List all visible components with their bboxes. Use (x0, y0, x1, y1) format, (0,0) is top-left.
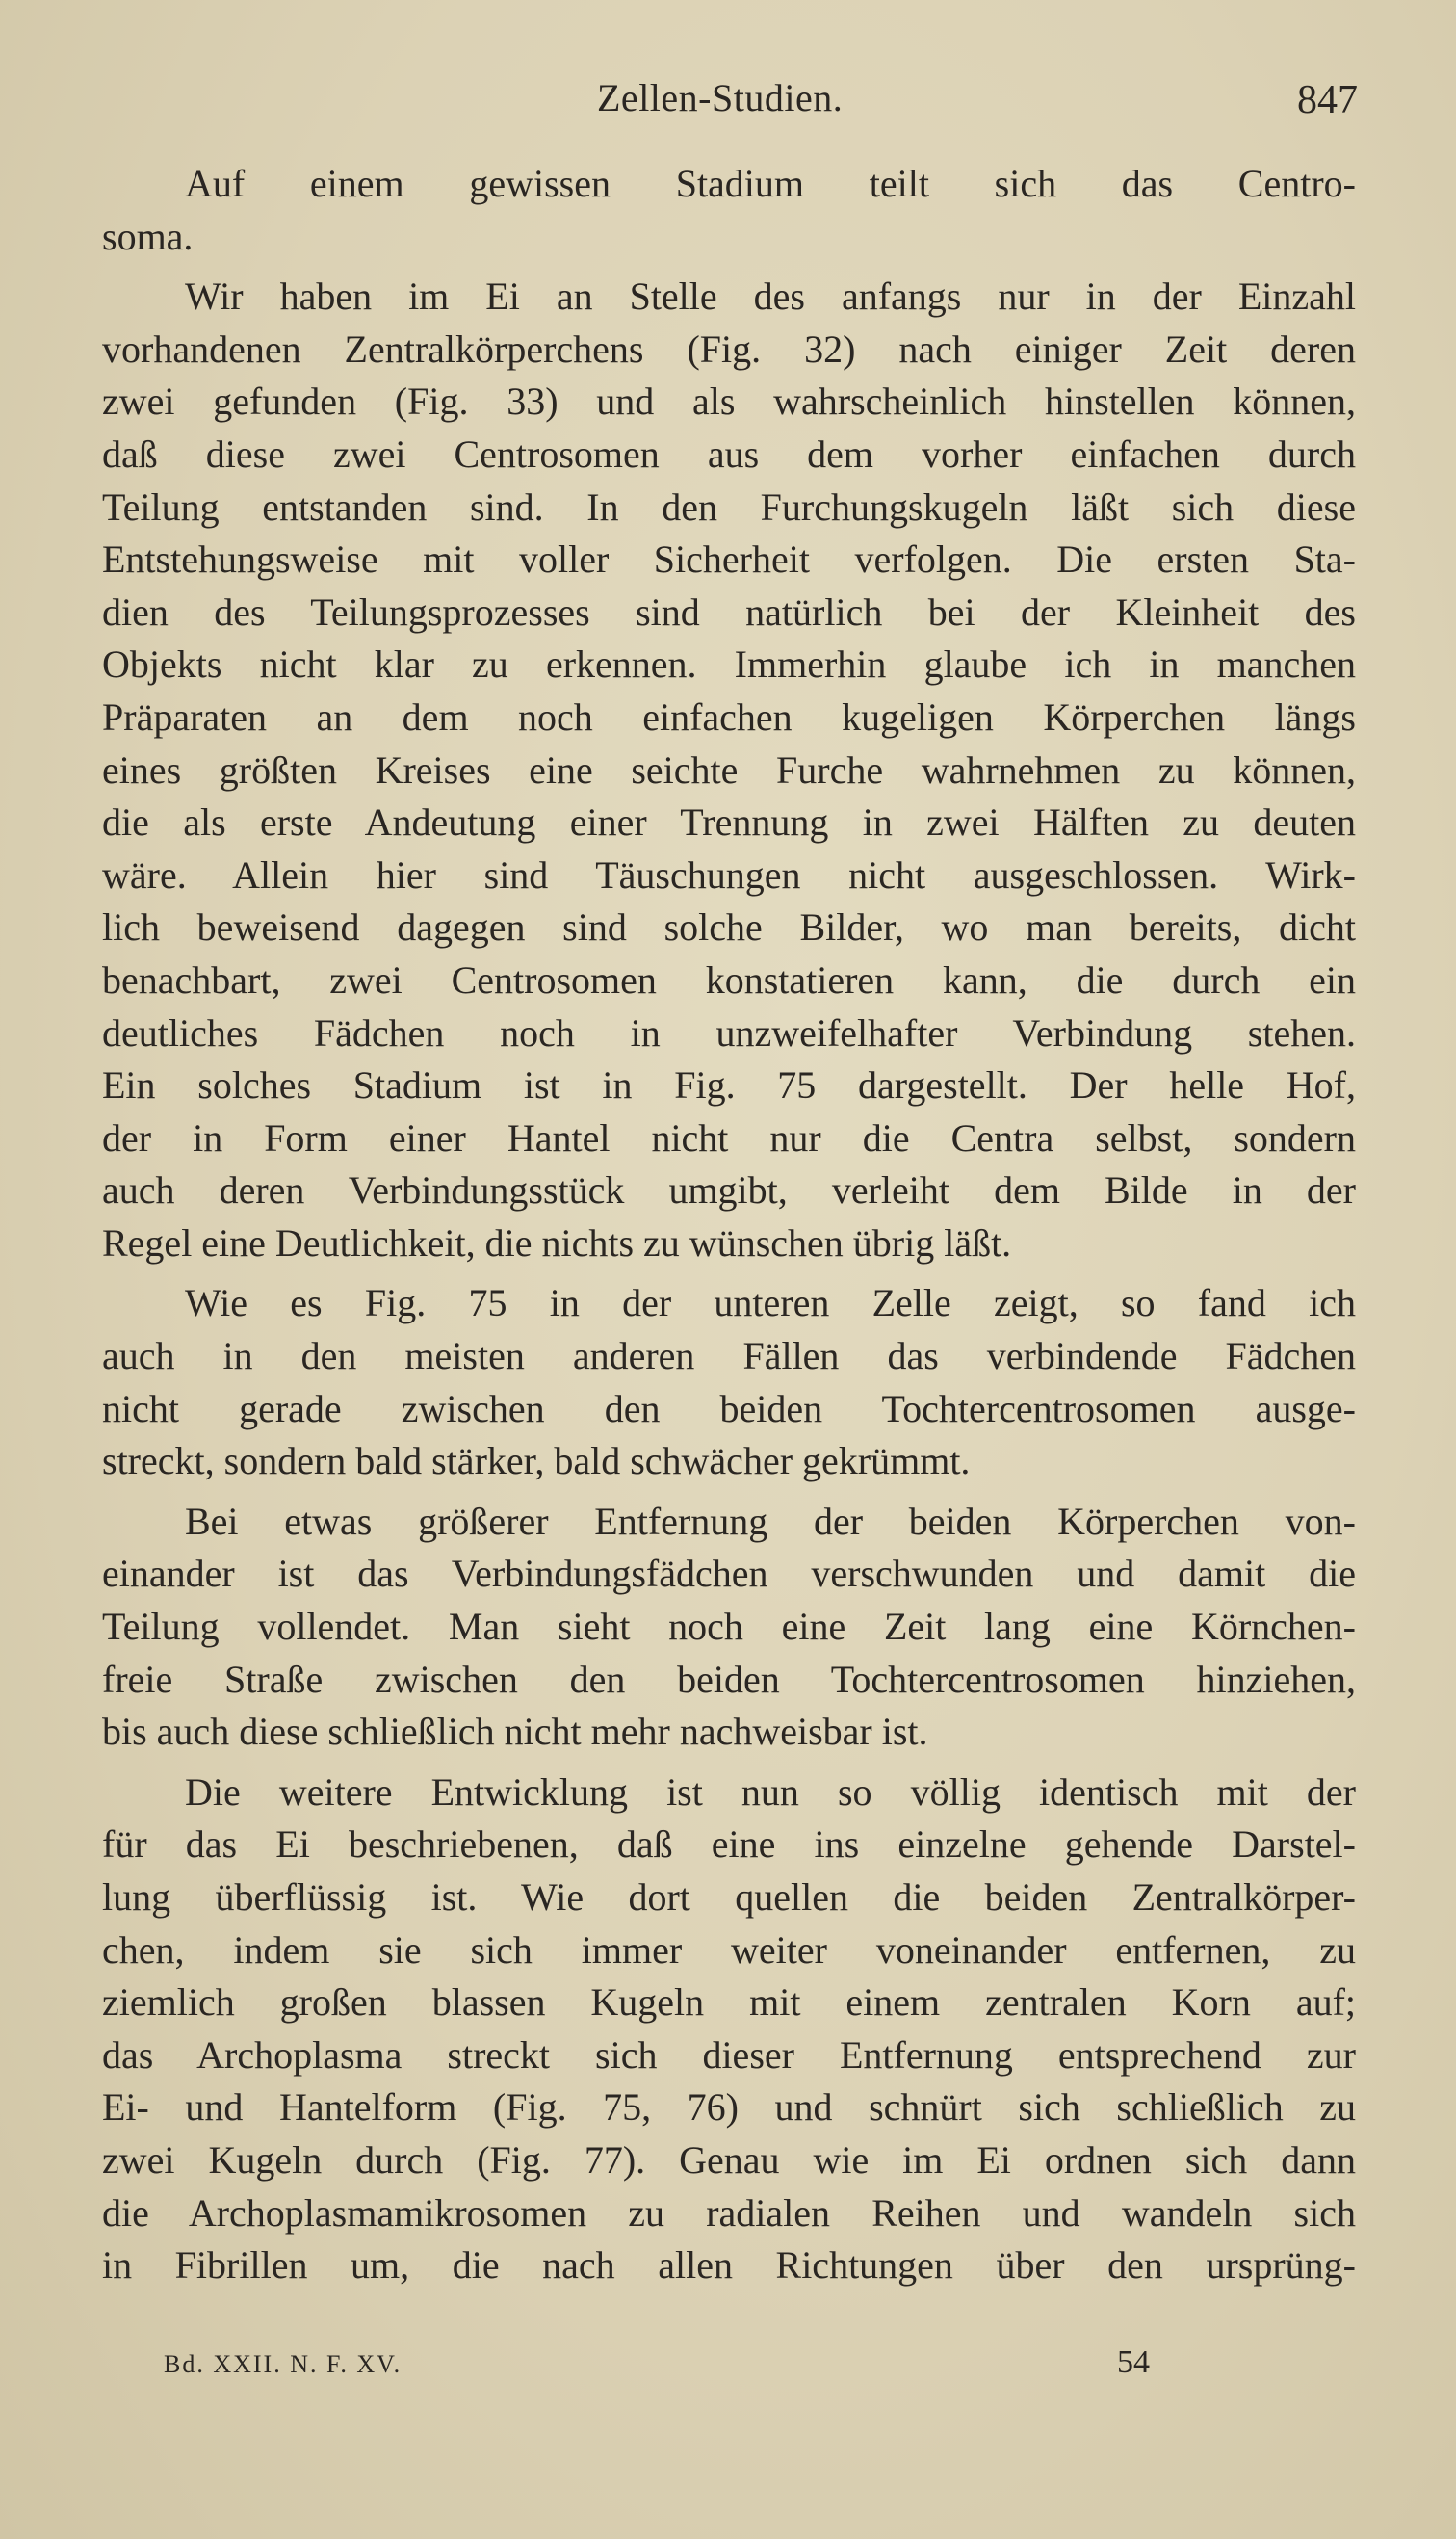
text-line: streckt, sondern bald stärker, bald schwächer gekrümmt. (102, 1439, 971, 1483)
sheet-signature: Bd. XXII. N. F. XV. (164, 2350, 403, 2378)
text-line: Teilung entstanden sind. In den Furchungskugeln läßt sich diese (102, 484, 1356, 529)
text-line: ziemlich großen blassen Kugeln mit einem zentralen Korn auf; (102, 1980, 1356, 2025)
text-line: Entstehungsweise mit voller Sicherheit verfolgen. Die ersten Sta- (102, 537, 1356, 582)
text-line: eines größten Kreises eine seichte Furche wahrnehmen zu können, (102, 747, 1356, 792)
text-line: für das Ei beschriebenen, daß eine ins einzelne gehende Darstel- (102, 1822, 1356, 1867)
text-line: soma. (102, 214, 194, 258)
text-line: Wie es Fig. 75 in der unteren Zelle zeigt, so fand ich (185, 1281, 1356, 1325)
text-line: Bei etwas größerer Entfernung der beiden Körperchen von- (185, 1499, 1356, 1543)
text-line: daß diese zwei Centrosomen aus dem vorher einfachen durch (102, 432, 1356, 476)
paragraph-4 (102, 1496, 1356, 1759)
text-line: der in Form einer Hantel nicht nur die Centra selbst, sondern (102, 1115, 1356, 1160)
text-line: Regel eine Deutlichkeit, die nichts zu wünschen übrig läßt. (102, 1220, 1012, 1265)
text-line: die Archoplasmamikrosomen zu radialen Reihen und wandeln sich (102, 2190, 1356, 2235)
text-line: einander ist das Verbindungsfädchen verschwunden und damit die (102, 1552, 1356, 1596)
text-line: die als erste Andeutung einer Trennung in zwei Hälften zu deuten (102, 800, 1356, 845)
text-line: Ein solches Stadium ist in Fig. 75 dargestellt. Der helle Hof, (102, 1063, 1356, 1108)
text-line: in Fibrillen um, die nach allen Richtungen über den ursprüng- (102, 2243, 1356, 2288)
paragraph-1 (102, 158, 1356, 263)
text-line: Präparaten an dem noch einfachen kugeligen Körperchen längs (102, 694, 1356, 739)
body-text (102, 158, 1356, 2292)
text-line: freie Straße zwischen den beiden Tochtercentrosomen hinziehen, (102, 1657, 1356, 1701)
text-line: auch in den meisten anderen Fällen das verbindende Fädchen (102, 1334, 1356, 1378)
paragraph-2 (102, 271, 1356, 1270)
text-line: Die weitere Entwicklung ist nun so völlig identisch mit der (185, 1769, 1356, 1814)
page-footer (164, 2344, 1223, 2393)
paragraph-3 (102, 1277, 1356, 1487)
text-line: chen, indem sie sich immer weiter voneinander entfernen, zu (102, 1927, 1356, 1972)
text-line: wäre. Allein hier sind Täuschungen nicht ausgeschlossen. Wirk- (102, 852, 1356, 897)
text-line: auch deren Verbindungsstück umgibt, verleiht dem Bilde in der (102, 1168, 1356, 1213)
text-line: lich beweisend dagegen sind solche Bilder, wo man bereits, dicht (102, 905, 1356, 950)
text-line: vorhandenen Zentralkörperchens (Fig. 32) nach einiger Zeit deren (102, 327, 1356, 371)
text-line: dien des Teilungsprozesses sind natürlich bei der Kleinheit des (102, 589, 1356, 634)
paragraph-5 (102, 1767, 1356, 2292)
text-line: bis auch diese schließlich nicht mehr nachweisbar ist. (102, 1710, 928, 1754)
sheet-number: 54 (1117, 2344, 1150, 2380)
text-line: Objekts nicht klar zu erkennen. Immerhin glaube ich in manchen (102, 642, 1356, 687)
text-line: Ei- und Hantelform (Fig. 75, 76) und schnürt sich schließlich zu (102, 2085, 1356, 2130)
text-line: nicht gerade zwischen den beiden Tochtercentrosomen ausge- (102, 1386, 1356, 1430)
text-line: zwei Kugeln durch (Fig. 77). Genau wie im Ei ordnen sich dann (102, 2137, 1356, 2182)
text-line: deutliches Fädchen noch in unzweifelhafter Verbindung stehen. (102, 1010, 1356, 1055)
page-header (106, 75, 1358, 133)
text-line: Teilung vollendet. Man sieht noch eine Zeit lang eine Körnchen- (102, 1605, 1356, 1649)
text-line: zwei gefunden (Fig. 33) und als wahrscheinlich hinstellen können, (102, 380, 1356, 424)
text-line: lung überflüssig ist. Wie dort quellen die beiden Zentralkörper- (102, 1875, 1356, 1919)
text-line: Wir haben im Ei an Stelle des anfangs nur in der Einzahl (185, 275, 1356, 319)
page-number: 847 (1297, 78, 1358, 122)
text-line: benachbart, zwei Centrosomen konstatieren kann, die durch ein (102, 957, 1356, 1002)
text-line: Auf einem gewissen Stadium teilt sich das Centro- (185, 162, 1356, 205)
text-line: das Archoplasma streckt sich dieser Entfernung entsprechend zur (102, 2032, 1356, 2077)
running-title: Zellen-Studien. (597, 76, 844, 119)
